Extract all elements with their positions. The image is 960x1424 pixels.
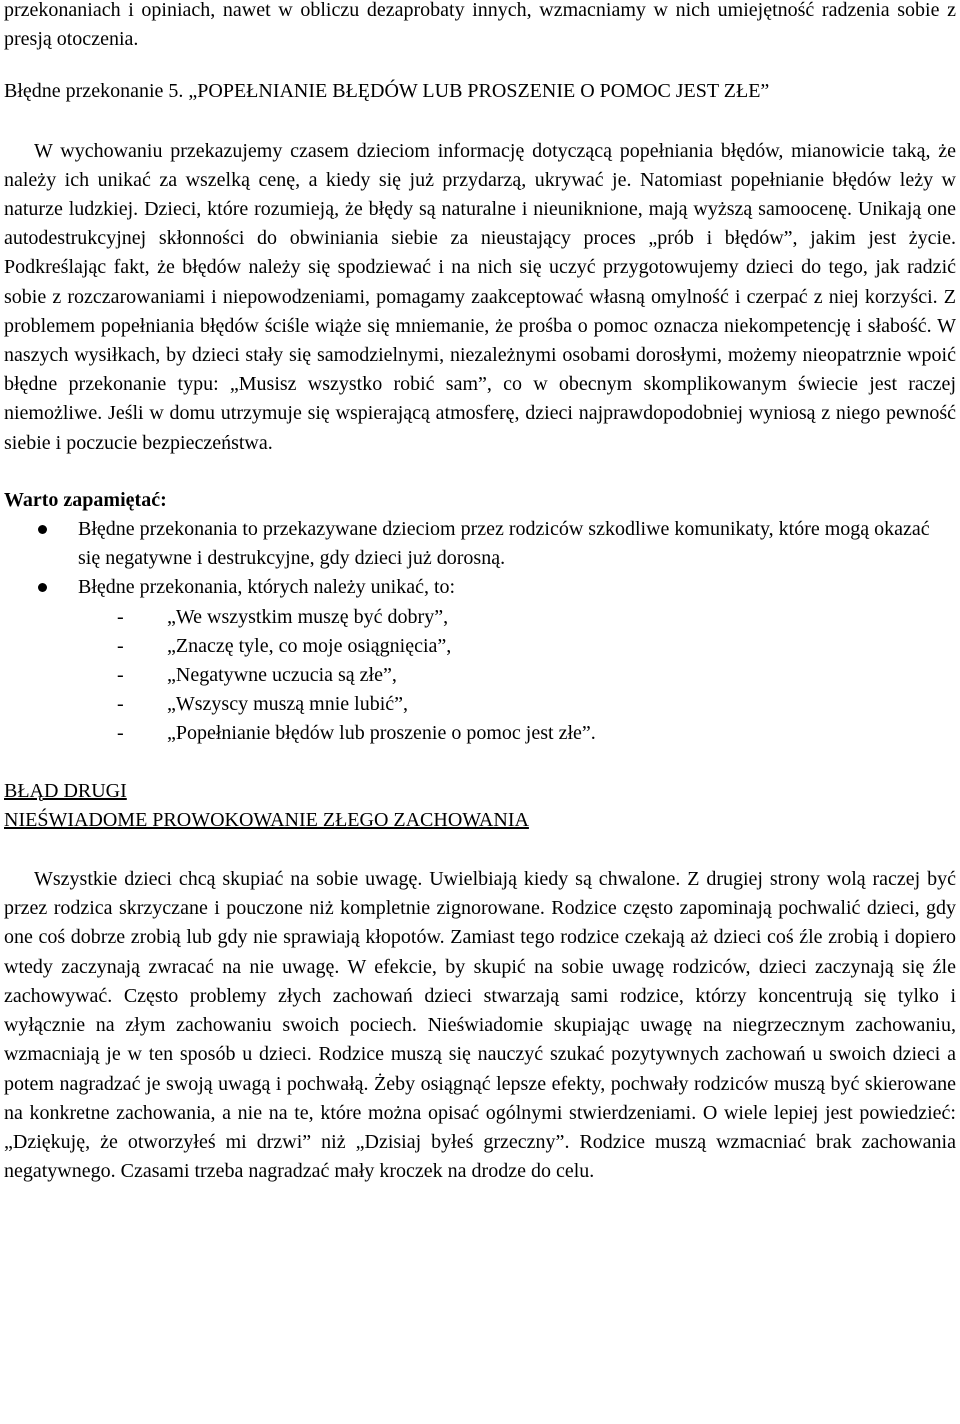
dash-text: „We wszystkim muszę być dobry”, xyxy=(167,605,449,628)
dash-item-4 xyxy=(117,690,956,719)
remember-bullet-list xyxy=(4,515,956,749)
dash-icon: - xyxy=(117,664,124,687)
belief5-heading: Błędne przekonanie 5. „POPEŁNIANIE BŁĘDÓW LUB PROSZENIE O POMOC JEST ZŁE” xyxy=(4,80,770,103)
bullet-text: Błędne przekonania to przekazywane dzieciom przez rodziców szkodliwe komunikaty, które mogą okazać się negatywne i destrukcyjne, gdy dzieci już dorosną. xyxy=(78,518,930,570)
dash-text: „Znaczę tyle, co moje osiągnięcia”, xyxy=(167,634,452,657)
error2-heading-line2: NIEŚWIADOME PROWOKOWANIE ZŁEGO ZACHOWANIA xyxy=(4,808,529,831)
dash-text: „Popełnianie błędów lub proszenie o pomoc jest złe”. xyxy=(167,722,596,745)
dash-icon: - xyxy=(117,605,124,628)
bullet-item-2 xyxy=(4,573,956,748)
dash-icon: - xyxy=(117,693,124,716)
bullet-text: Błędne przekonania, których należy unikać, to: xyxy=(78,576,456,599)
dash-item-2 xyxy=(117,632,956,661)
error2-heading-line1: BŁĄD DRUGI xyxy=(4,779,127,802)
intro-paragraph: przekonaniach i opiniach, nawet w obliczu dezaprobaty innych, wzmacniamy w nich umiejętność radzenia sobie z presją otoczenia. xyxy=(4,0,956,51)
bullet-icon xyxy=(38,525,47,534)
bullet-icon xyxy=(38,583,47,592)
remember-heading: Warto zapamiętać: xyxy=(4,488,167,511)
dash-item-5 xyxy=(117,719,956,748)
error2-paragraph: Wszystkie dzieci chcą skupiać na sobie uwagę. Uwielbiają kiedy są chwalone. Z drugiej strony wolą raczej być przez rodzica skrzyczane i pouczone niż kompletnie zignorowane. Rodzice często zapominają pochwalić dzieci, gdy one coś dobrze zrobią lub gdy nie sprawiają kłopotów. Zamiast tego rodzice czekają aż dzieci coś źle zrobią i dopiero wtedy zaczynają zwracać na nie uwagę. W efekcie, by skupić na sobie uwagę rodziców, dzieci zaczynają się źle zachowywać. Często problemy złych zachowań dzieci stwarzają sami rodzice, którzy koncentrują się tylko i wyłącznie na złym zachowaniu swoich pociech. Nieświadomie skupiając uwagę na niegrzecznym zachowaniu, wzmacniają je w ten sposób u dzieci. Rodzice muszą się nauczyć szukać pozytywnych zachowań u swoich dzieci a potem nagradzać je swoją uwagą i pochwałą. Żeby osiągnąć lepsze efekty, pochwały rodziców muszą być skierowane na konkretne zachowania, a nie na te, które można opisać ogólnymi stwierdzeniami. O wiele lepiej jest powiedzieć: „Dziękuję, że otworzyłeś mi drzwi” niż „Dzisiaj byłeś grzeczny”. Rodzice muszą wzmacniać brak zachowania negatywnego. Czasami trzeba nagradzać mały kroczek na drodze do celu. xyxy=(4,868,956,1183)
dash-item-1 xyxy=(117,603,956,632)
dash-item-3 xyxy=(117,661,956,690)
dash-list xyxy=(78,603,956,749)
dash-icon: - xyxy=(117,634,124,657)
dash-text: „Wszyscy muszą mnie lubić”, xyxy=(167,693,409,716)
document-page xyxy=(4,0,956,1186)
dash-icon: - xyxy=(117,722,124,745)
bullet-item-1 xyxy=(4,515,956,573)
belief5-paragraph: W wychowaniu przekazujemy czasem dzieciom informację dotyczącą popełniania błędów, mianowicie taką, że należy ich unikać za wszelką cenę, a kiedy się już przydarzą, ukrywać je. Natomiast popełnianie błędów leży w naturze ludzkiej. Dzieci, które rozumieją, że błędy są naturalne i nieuniknione, mają wyższą samoocenę. Unikają one autodestrukcyjnej skłonności do obwiniania siebie za nieustający proces „prób i błędów”, jakim jest życie. Podkreślając fakt, że błędów należy się spodziewać i na nich się uczyć przygotowujemy dzieci do tego, jak radzić sobie z rozczarowaniami i niepowodzeniami, pomagamy zaakceptować własną omylność i czerpać z niej korzyści. Z problemem popełniania błędów ściśle wiąże się mniemanie, że prośba o pomoc oznacza niekompetencję i słabość. W naszych wysiłkach, by dzieci stały się samodzielnymi, niezależnymi osobami dorosłymi, możemy nieopatrznie wpoić błędne przekonanie typu: „Musisz wszystko robić sam”, co w obecnym skomplikowanym świecie jest raczej niemożliwe. Jeśli w domu utrzymuje się wspierającą atmosferę, dzieci najprawdopodobniej wyniosą z niego pewność siebie i poczucie bezpieczeństwa. xyxy=(4,139,956,454)
dash-text: „Negatywne uczucia są złe”, xyxy=(167,664,397,687)
